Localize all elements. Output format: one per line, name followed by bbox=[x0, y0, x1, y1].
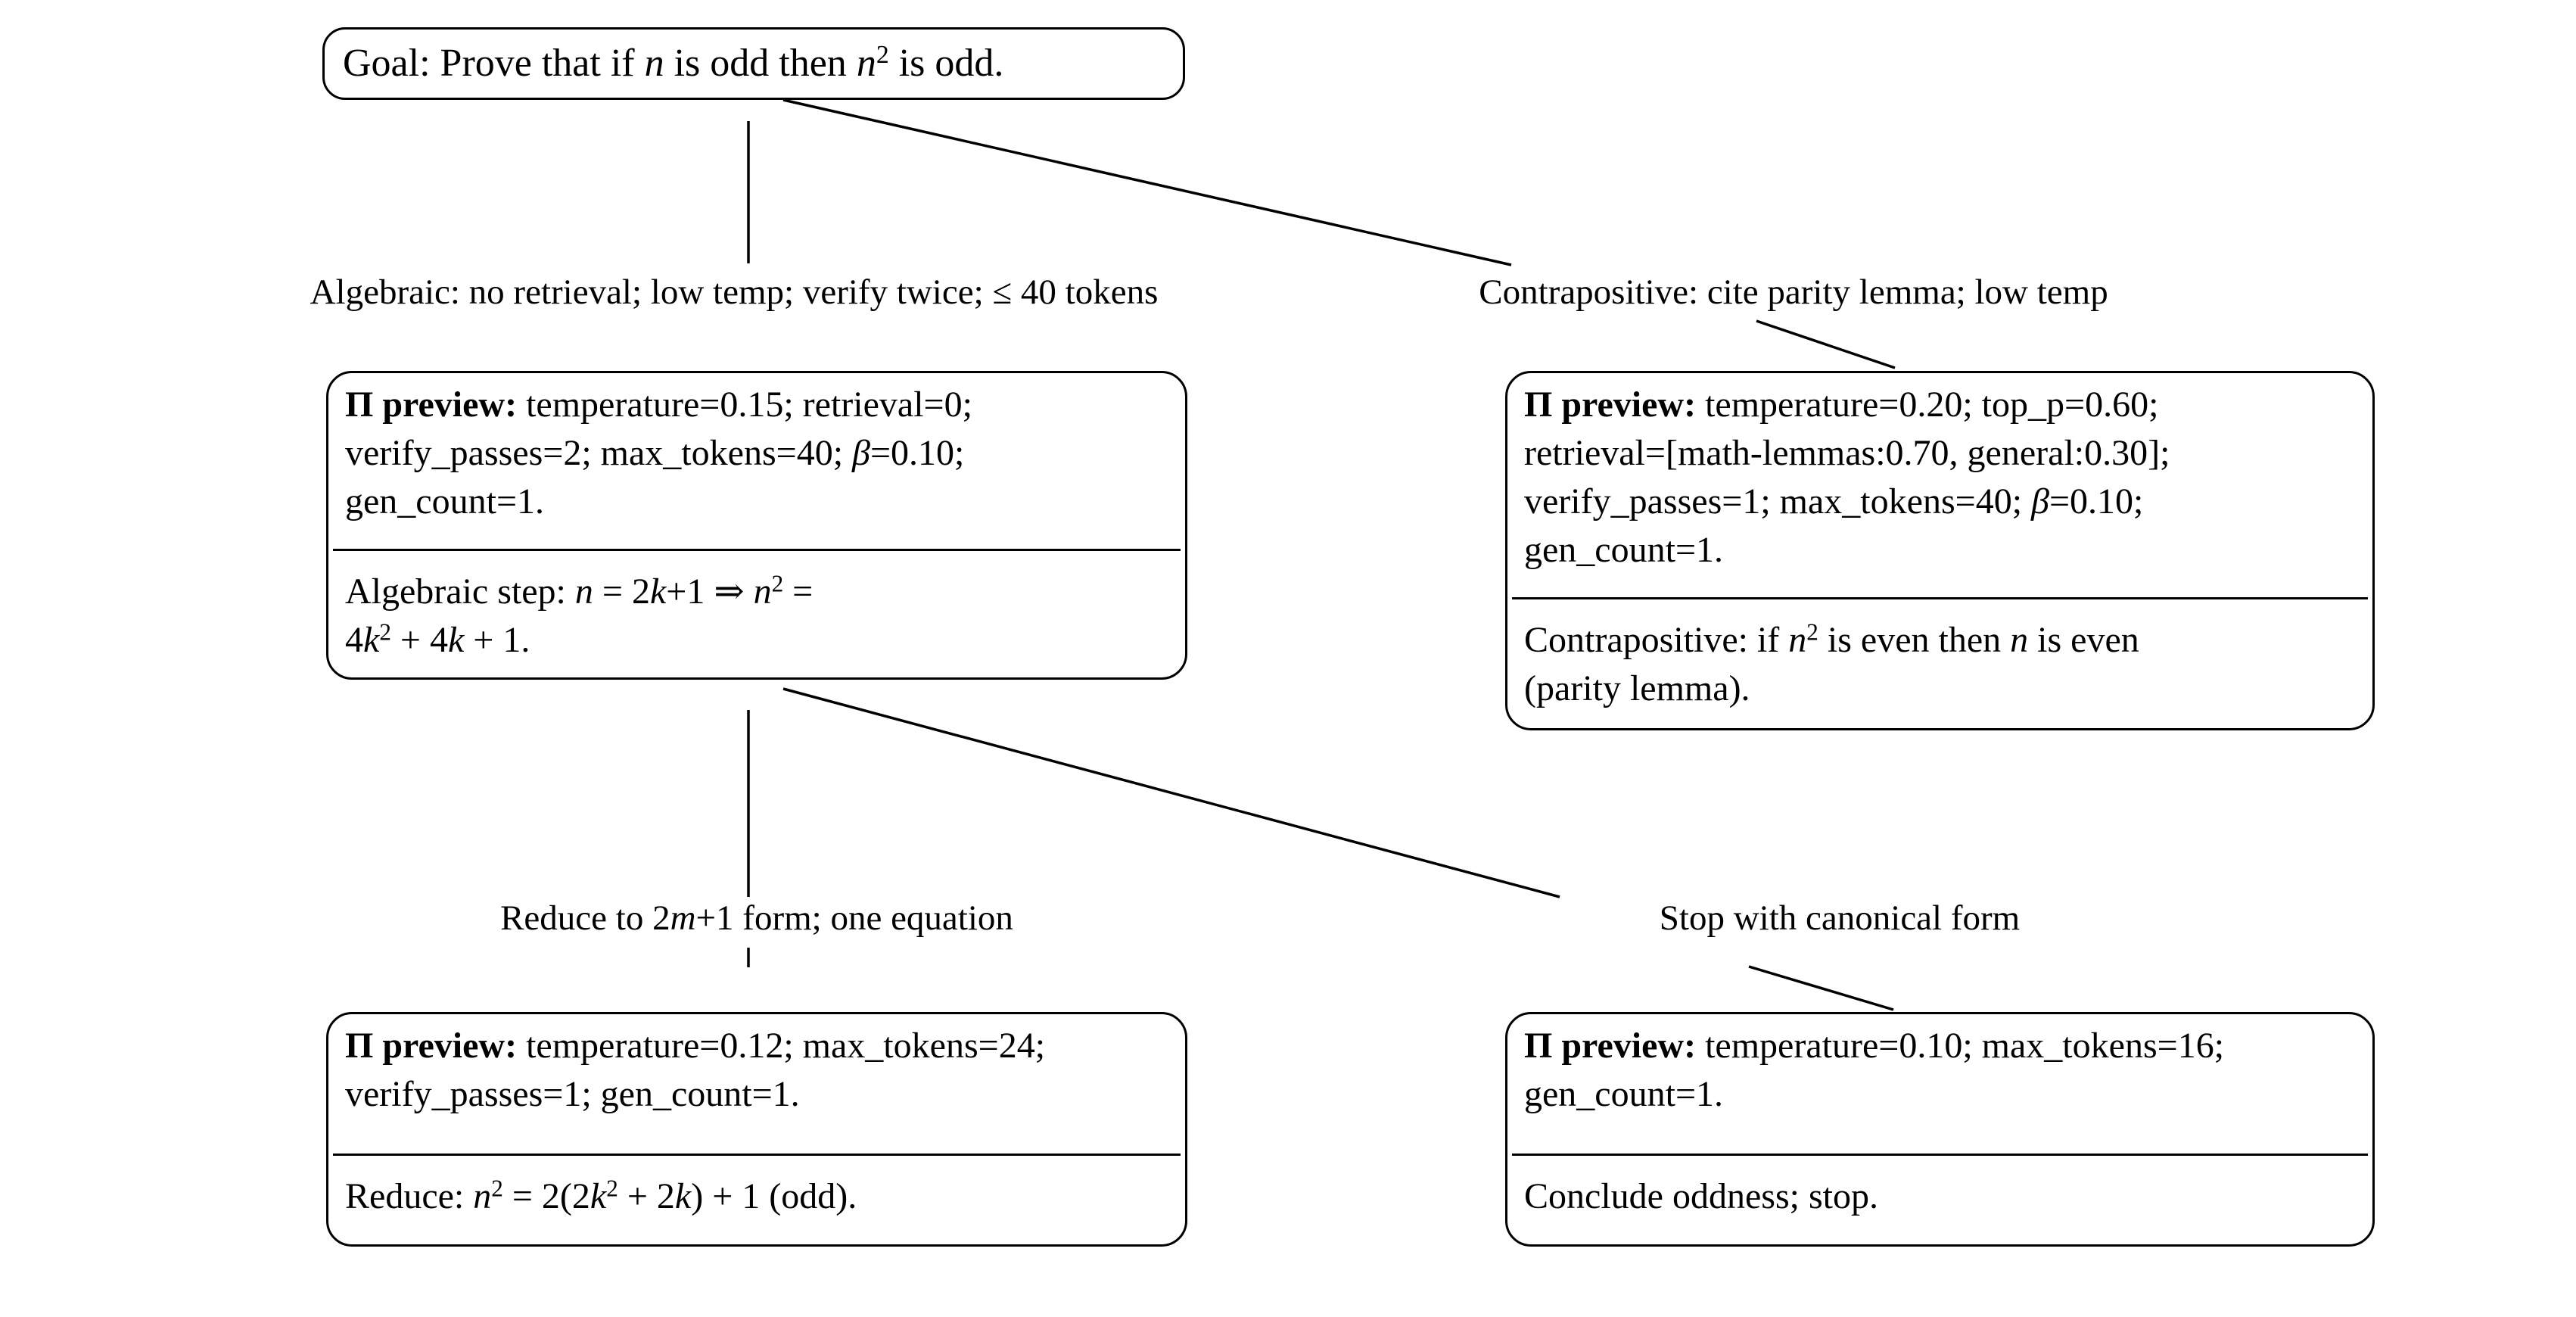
contrapositive-node-result: Contrapositive: if $n^2$ is even then n is even (parity lemma). bbox=[1524, 618, 2139, 708]
edge-label-reduce: Reduce to 2m+1 form; one equation bbox=[500, 898, 1013, 938]
algebraic-node-divider bbox=[333, 549, 1181, 551]
conclude-node bbox=[1505, 1012, 2375, 1247]
algebraic-node bbox=[326, 371, 1187, 680]
reduce-node bbox=[326, 1012, 1187, 1247]
edge-algebraic-to-stop-label-line bbox=[783, 689, 1560, 897]
contrapositive-node-params: Π preview: temperature=0.20; top_p=0.60; retrieval=[math-lemmas:0.70, general:0.30]; verify_passes=1; max_tokens=40; β=0.10; gen_count=1. bbox=[1524, 385, 2170, 570]
reduce-node-divider bbox=[333, 1154, 1181, 1156]
edge-stop-label-to-node-line bbox=[1749, 967, 1893, 1010]
goal-node bbox=[322, 27, 1185, 100]
contrapositive-node-divider bbox=[1512, 597, 2368, 599]
conclude-node-result: Conclude oddness; stop. bbox=[1524, 1176, 1878, 1216]
edge-label-algebraic: Algebraic: no retrieval; low temp; verify twice; ≤ 40 tokens bbox=[310, 272, 1159, 312]
algebraic-node-result: Algebraic step: n = 2k+1 ⇒ $n^2$ = $4k^2 + 4k + 1$. bbox=[345, 570, 814, 660]
algebraic-node-params: Π preview: temperature=0.15; retrieval=0; verify_passes=2; max_tokens=40; β=0.10; gen_count=1. bbox=[345, 385, 972, 522]
edge-contrapositive-label-to-node-line bbox=[1756, 321, 1895, 368]
edge-label-contrapositive: Contrapositive: cite parity lemma; low temp bbox=[1479, 272, 2108, 312]
goal-node-text: Goal: Prove that if n is odd then $n^2$ is odd. bbox=[343, 41, 1004, 85]
conclude-node-divider bbox=[1512, 1154, 2368, 1156]
edge-goal-to-contrapositive-label-line bbox=[783, 100, 1511, 265]
conclude-node-params: Π preview: temperature=0.10; max_tokens=16; gen_count=1. bbox=[1524, 1026, 2225, 1114]
edge-label-stop: Stop with canonical form bbox=[1659, 898, 2021, 938]
contrapositive-node bbox=[1505, 371, 2375, 730]
reduce-node-params: Π preview: temperature=0.12; max_tokens=24; verify_passes=1; gen_count=1. bbox=[345, 1026, 1046, 1114]
reduce-node-result: Reduce: $n^2 = 2(2k^2 + 2k) + 1$ (odd). bbox=[345, 1175, 857, 1216]
